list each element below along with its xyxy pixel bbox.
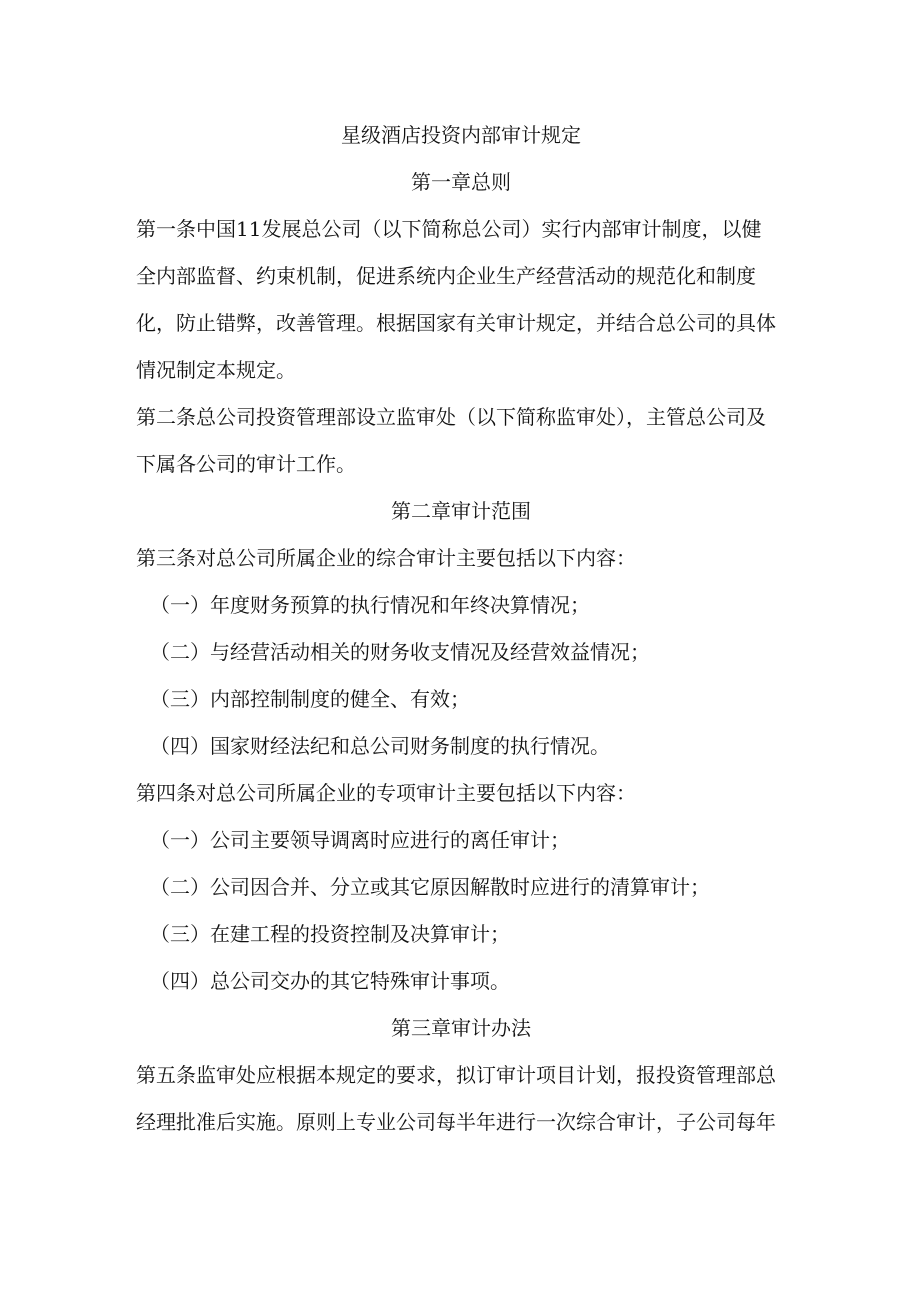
article-3: 第三条对总公司所属企业的综合审计主要包括以下内容：	[136, 546, 636, 570]
article-1-line-3: 化，防止错弊，改善管理。根据国家有关审计规定，并结合总公司的具体	[136, 311, 776, 335]
article-3-item-4: （四）国家财经法纪和总公司财务制度的执行情况。	[150, 734, 610, 758]
chapter-1-heading: 第一章总则	[411, 170, 511, 194]
article-4-item-3: （三）在建工程的投资控制及决算审计；	[150, 922, 510, 946]
article-4-item-1: （一）公司主要领导调离时应进行的离任审计；	[150, 828, 570, 852]
chapter-2-heading: 第二章审计范围	[391, 499, 531, 523]
article-4-item-4: （四）总公司交办的其它特殊审计事项。	[150, 969, 510, 993]
article-4: 第四条对总公司所属企业的专项审计主要包括以下内容：	[136, 781, 636, 805]
article-3-item-1: （一）年度财务预算的执行情况和年终决算情况；	[150, 593, 590, 617]
article-4-item-2: （二）公司因合并、分立或其它原因解散时应进行的清算审计；	[150, 875, 710, 899]
document-title: 星级酒店投资内部审计规定	[341, 123, 581, 147]
chapter-3-heading: 第三章审计办法	[391, 1016, 531, 1040]
article-1-line-4: 情况制定本规定。	[136, 358, 296, 382]
document-body	[136, 112, 786, 1146]
article-5-line-1: 第五条监审处应根据本规定的要求，拟订审计项目计划，报投资管理部总	[136, 1063, 776, 1087]
article-2-line-2: 下属各公司的审计工作。	[136, 452, 356, 476]
article-3-item-3: （三）内部控制制度的健全、有效；	[150, 687, 470, 711]
article-5-line-2: 经理批准后实施。原则上专业公司每半年进行一次综合审计，子公司每年	[136, 1110, 776, 1134]
article-1-line-1: 第一条中国11发展总公司（以下简称总公司）实行内部审计制度，以健	[136, 217, 762, 241]
article-2-line-1: 第二条总公司投资管理部设立监审处（以下简称监审处），主管总公司及	[136, 405, 766, 429]
article-3-item-2: （二）与经营活动相关的财务收支情况及经营效益情况；	[150, 640, 650, 664]
article-1-line-2: 全内部监督、约束机制，促进系统内企业生产经营活动的规范化和制度	[136, 264, 756, 288]
